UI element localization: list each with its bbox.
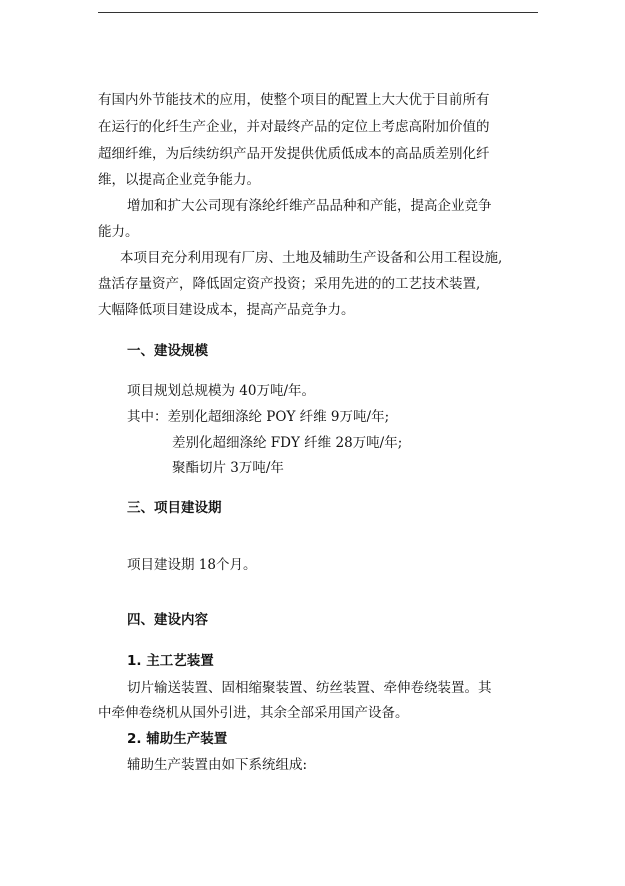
section-1-heading: 一、建设规模 [127, 343, 208, 359]
paragraph-1-line-4: 维，以提高企业竞争能力。 [98, 172, 260, 188]
paragraph-3-line-2: 盘活存量资产，降低固定资产投资；采用先进的的工艺技术装置, [98, 276, 481, 292]
section-1-line-3: 差别化超细涤纶 FDY 纤维 28万吨/年; [172, 435, 403, 451]
paragraph-2-line-1: 增加和扩大公司现有涤纶纤维产品品种和产能，提高企业竞争 [127, 198, 492, 214]
paragraph-1-line-2: 在运行的化纤生产企业，并对最终产品的定位上考虑高附加价值的 [98, 119, 490, 135]
section-4-sub-2-heading: 2. 辅助生产装置 [127, 731, 228, 747]
section-4-sub-1-line-1: 切片输送装置、固相缩聚装置、纺丝装置、牵伸卷绕装置。其 [127, 680, 492, 696]
paragraph-2-line-2: 能力。 [98, 224, 139, 240]
section-4-heading: 四、建设内容 [127, 612, 208, 628]
section-1-line-4: 聚酯切片 3万吨/年 [172, 460, 284, 476]
section-1-line-1: 项目规划总规模为 40万吨/年。 [127, 383, 316, 399]
paragraph-1-line-1: 有国内外节能技术的应用，使整个项目的配置上大大优于目前所有 [98, 92, 490, 108]
section-3-heading: 三、项目建设期 [127, 500, 222, 516]
paragraph-3-line-3: 大幅降低项目建设成本，提高产品竞争力。 [98, 302, 355, 318]
section-1-line-2: 其中：差别化超细涤纶 POY 纤维 9万吨/年; [127, 409, 390, 425]
section-3-line-1: 项目建设期 18个月。 [127, 557, 257, 573]
paragraph-1-line-3: 超细纤维，为后续纺织产品开发提供优质低成本的高品质差别化纤 [98, 146, 490, 162]
paragraph-3-line-1: 本项目充分利用现有厂房、土地及辅助生产设备和公用工程设施, [120, 250, 503, 266]
section-4-sub-2-line-1: 辅助生产装置由如下系统组成: [127, 757, 308, 773]
section-4-sub-1-heading: 1. 主工艺装置 [127, 653, 214, 669]
section-4-sub-1-line-2: 中牵伸卷绕机从国外引进，其余全部采用国产设备。 [98, 705, 409, 721]
header-rule [98, 12, 538, 13]
